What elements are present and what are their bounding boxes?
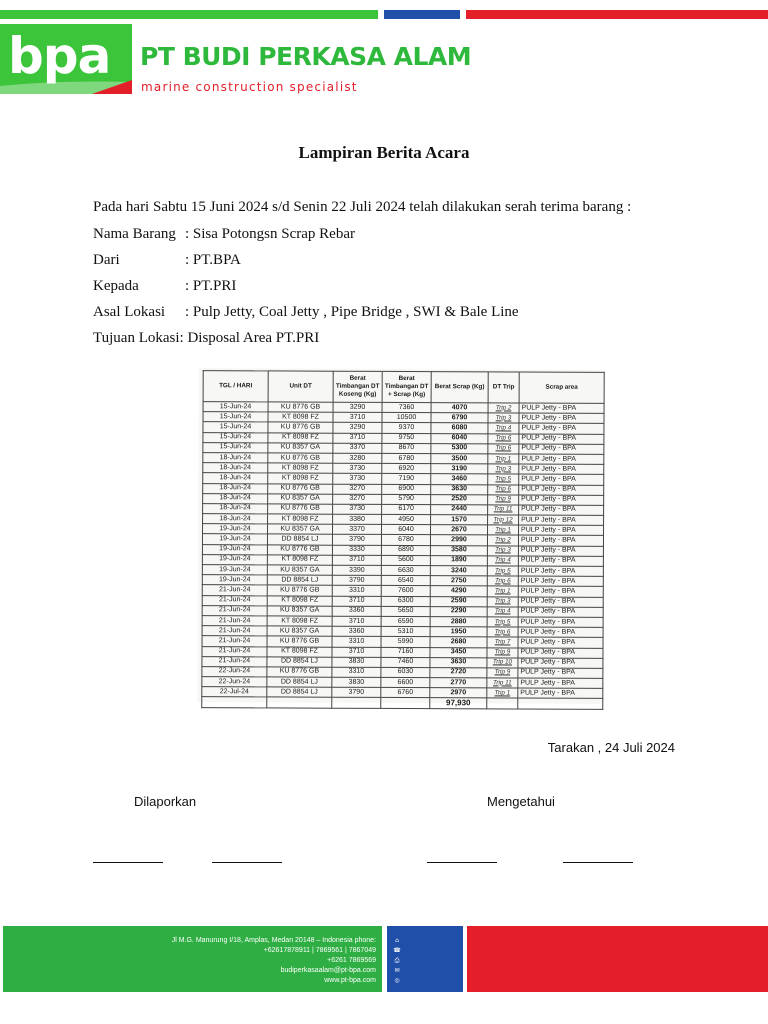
row-loaded-weight: 7190: [382, 474, 431, 484]
row-unit: DD 8854 LJ: [267, 687, 332, 697]
logo-swoosh-icon: [0, 80, 132, 94]
row-scrap-area: PULP Jetty - BPA: [518, 658, 603, 669]
row-date: 18-Jun-24: [203, 453, 268, 463]
row-trip: Trip 6: [488, 444, 519, 454]
row-scrap-area: PULP Jetty - BPA: [519, 444, 604, 455]
company-name: PT BUDI PERKASA ALAM: [140, 42, 472, 71]
row-trip: Trip 11: [487, 678, 518, 688]
home-icon: ⌂: [395, 937, 399, 944]
reported-label: Dilaporkan: [134, 794, 197, 809]
row-empty-weight: 3380: [333, 514, 382, 524]
row-empty-weight: 3370: [333, 443, 382, 453]
row-scrap-area: PULP Jetty - BPA: [518, 535, 603, 546]
row-date: 21-Jun-24: [202, 605, 267, 615]
row-scrap-weight: 6040: [431, 433, 488, 443]
company-tagline: marine construction specialist: [141, 80, 358, 94]
row-empty-weight: 3790: [332, 575, 381, 585]
row-date: 21-Jun-24: [202, 595, 267, 605]
row-empty-weight: 3310: [332, 637, 381, 647]
header-bar-blue: [384, 10, 460, 19]
row-trip: Trip 2: [488, 403, 519, 413]
row-date: 21-Jun-24: [202, 626, 267, 636]
row-empty-weight: 3830: [332, 657, 381, 667]
row-scrap-area: PULP Jetty - BPA: [518, 637, 603, 648]
row-loaded-weight: 6300: [381, 596, 430, 606]
field-dari: [93, 252, 241, 269]
row-scrap-weight: 2720: [430, 668, 487, 678]
field-nama-barang: [93, 226, 355, 243]
row-unit: KT 8098 FZ: [267, 616, 332, 626]
row-empty-weight: 3730: [333, 504, 382, 514]
row-loaded-weight: 6630: [381, 565, 430, 575]
row-empty-weight: 3790: [332, 687, 381, 697]
row-loaded-weight: 6600: [381, 677, 430, 687]
row-loaded-weight: 7160: [381, 647, 430, 657]
row-date: 15-Jun-24: [203, 442, 268, 452]
row-scrap-weight: 3190: [431, 464, 488, 474]
row-unit: KU 8776 GB: [267, 585, 332, 595]
row-trip: Trip 1: [488, 454, 519, 464]
row-scrap-weight: 3580: [430, 545, 487, 555]
table-body: [202, 402, 604, 709]
row-trip: Trip 1: [487, 688, 518, 698]
row-unit: KT 8098 FZ: [268, 432, 333, 442]
row-empty-weight: 3710: [332, 596, 381, 606]
footer-fax: +6261 7869569: [327, 957, 376, 964]
row-empty-weight: 3330: [332, 545, 381, 555]
row-date: 18-Jun-24: [203, 473, 268, 483]
row-date: 21-Jun-24: [202, 616, 267, 626]
total-scrap-weight: 97,930: [430, 698, 487, 708]
row-date: 19-Jun-24: [202, 575, 267, 585]
row-empty-weight: 3710: [332, 647, 381, 657]
row-scrap-weight: 3450: [430, 647, 487, 657]
row-scrap-area: PULP Jetty - BPA: [518, 607, 603, 618]
row-scrap-weight: 3500: [431, 454, 488, 464]
row-date: 22-Jun-24: [202, 677, 267, 687]
row-empty-weight: 3830: [332, 677, 381, 687]
row-loaded-weight: 4950: [382, 514, 431, 524]
row-scrap-weight: 2990: [430, 535, 487, 545]
row-loaded-weight: 6590: [381, 616, 430, 626]
field-value: : PT.PRI: [185, 278, 237, 294]
row-loaded-weight: 10500: [382, 413, 431, 423]
row-empty-weight: 3390: [332, 565, 381, 575]
row-date: 21-Jun-24: [202, 636, 267, 646]
row-trip: Trip 3: [488, 464, 519, 474]
row-scrap-weight: 6790: [431, 413, 488, 423]
field-label: Kepada: [93, 278, 139, 294]
row-trip: Trip 3: [488, 413, 519, 423]
row-loaded-weight: 5310: [381, 627, 430, 637]
row-scrap-weight: 5300: [431, 443, 488, 453]
row-loaded-weight: 6920: [382, 464, 431, 474]
row-trip: Trip 5: [487, 617, 518, 627]
footer-contact-text: [172, 936, 376, 986]
empty-cell: [487, 698, 518, 708]
row-unit: KU 8776 GB: [268, 453, 333, 463]
row-scrap-area: PULP Jetty - BPA: [519, 495, 604, 506]
row-loaded-weight: 5650: [381, 606, 430, 616]
row-scrap-area: PULP Jetty - BPA: [519, 515, 604, 526]
row-scrap-weight: 2970: [430, 688, 487, 698]
row-loaded-weight: 7360: [382, 402, 431, 412]
row-trip: Trip 4: [487, 607, 518, 617]
logo-text: bpa: [8, 27, 111, 85]
row-date: 18-Jun-24: [203, 504, 268, 514]
field-label: Asal Lokasi: [93, 304, 166, 320]
row-unit: DD 8854 LJ: [267, 534, 332, 544]
row-scrap-area: PULP Jetty - BPA: [518, 617, 603, 628]
empty-cell: [267, 697, 332, 707]
row-trip: Trip 3: [487, 596, 518, 606]
row-scrap-area: PULP Jetty - BPA: [519, 413, 604, 424]
row-scrap-weight: 1570: [431, 515, 488, 525]
footer-phones: +62617878911 | 7869561 | 7867049: [263, 947, 376, 954]
row-date: 19-Jun-24: [202, 554, 267, 564]
header-bar-green: [0, 10, 378, 19]
row-scrap-area: PULP Jetty - BPA: [518, 546, 603, 557]
row-scrap-area: PULP Jetty - BPA: [518, 566, 603, 577]
row-unit: KT 8098 FZ: [267, 595, 332, 605]
row-trip: Trip 5: [487, 566, 518, 576]
row-date: 19-Jun-24: [202, 565, 267, 575]
row-date: 18-Jun-24: [203, 463, 268, 473]
footer-website: www.pt-bpa.com: [324, 977, 376, 984]
globe-icon: ◎: [394, 977, 400, 984]
column-header: Berat Timbangan DT + Scrap (Kg): [382, 371, 431, 402]
row-scrap-area: PULP Jetty - BPA: [518, 597, 603, 608]
row-scrap-weight: 2670: [431, 525, 488, 535]
row-scrap-area: PULP Jetty - BPA: [518, 556, 603, 567]
empty-cell: [202, 697, 267, 707]
row-empty-weight: 3360: [332, 626, 381, 636]
row-loaded-weight: 9750: [382, 433, 431, 443]
row-trip: Trip 6: [487, 576, 518, 586]
row-loaded-weight: 5600: [381, 555, 430, 565]
row-unit: KU 8357 GA: [268, 494, 333, 504]
row-date: 22-Jul-24: [202, 687, 267, 697]
scanned-table-image: [197, 368, 604, 708]
row-scrap-area: PULP Jetty - BPA: [519, 505, 604, 516]
row-empty-weight: 3310: [332, 667, 381, 677]
row-date: 19-Jun-24: [202, 534, 267, 544]
row-trip: Trip 7: [487, 637, 518, 647]
row-loaded-weight: 6890: [381, 545, 430, 555]
row-unit: KU 8357 GA: [267, 565, 332, 575]
row-unit: KU 8357 GA: [267, 606, 332, 616]
intro-text: Pada hari Sabtu 15 Juni 2024 s/d Senin 22 Juli 2024 telah dilakukan serah terima barang :: [93, 199, 632, 215]
row-date: 15-Jun-24: [203, 412, 268, 422]
row-trip: Trip 11: [488, 505, 519, 515]
row-trip: Trip 6: [488, 484, 519, 494]
row-scrap-area: PULP Jetty - BPA: [518, 648, 603, 659]
row-scrap-area: PULP Jetty - BPA: [519, 485, 604, 496]
row-loaded-weight: 8670: [382, 443, 431, 453]
row-scrap-weight: 2680: [430, 637, 487, 647]
row-scrap-weight: 3630: [431, 484, 488, 494]
row-trip: Trip 5: [488, 474, 519, 484]
table-header-row: [203, 371, 604, 404]
row-empty-weight: 3790: [332, 535, 381, 545]
row-unit: DD 8854 LJ: [267, 575, 332, 585]
row-unit: DD 8854 LJ: [267, 657, 332, 667]
row-trip: Trip 9: [488, 495, 519, 505]
row-date: 15-Jun-24: [203, 402, 268, 412]
row-empty-weight: 3290: [333, 423, 382, 433]
row-loaded-weight: 6900: [382, 484, 431, 494]
row-empty-weight: 3710: [333, 433, 382, 443]
column-header: Unit DT: [268, 371, 333, 402]
row-scrap-area: PULP Jetty - BPA: [519, 474, 604, 485]
row-scrap-weight: 3460: [431, 474, 488, 484]
row-scrap-area: PULP Jetty - BPA: [518, 678, 603, 689]
row-date: 21-Jun-24: [202, 585, 267, 595]
row-trip: Trip 1: [487, 586, 518, 596]
field-value: : Pulp Jetty, Coal Jetty , Pipe Bridge , SWI & Bale Line: [185, 304, 519, 320]
row-date: 19-Jun-24: [202, 544, 267, 554]
row-scrap-area: PULP Jetty - BPA: [518, 668, 603, 679]
row-empty-weight: 3270: [333, 484, 382, 494]
column-header: Berat Timbangan DT Koseng (Kg): [333, 371, 382, 402]
row-empty-weight: 3710: [332, 555, 381, 565]
column-header: Scrap area: [519, 372, 604, 403]
row-date: 21-Jun-24: [202, 656, 267, 666]
row-unit: KU 8776 GB: [268, 402, 333, 412]
row-empty-weight: 3310: [332, 586, 381, 596]
row-loaded-weight: 6030: [381, 667, 430, 677]
empty-cell: [381, 698, 430, 708]
header-bar-red: [466, 10, 768, 19]
row-loaded-weight: 6170: [382, 504, 431, 514]
field-tujuan-lokasi: [93, 330, 319, 347]
row-date: 18-Jun-24: [203, 514, 268, 524]
row-unit: KU 8776 GB: [268, 422, 333, 432]
row-scrap-area: PULP Jetty - BPA: [519, 423, 604, 434]
footer-address: Jl M.G. Manurung I/18, Amplas, Medan 20148 – Indonesia phone:: [171, 937, 376, 944]
row-unit: KT 8098 FZ: [267, 646, 332, 656]
row-unit: KU 8776 GB: [267, 545, 332, 555]
row-loaded-weight: 7460: [381, 657, 430, 667]
row-scrap-weight: 2590: [430, 596, 487, 606]
row-scrap-area: PULP Jetty - BPA: [519, 454, 604, 465]
row-empty-weight: 3290: [333, 402, 382, 412]
row-trip: Trip 2: [487, 535, 518, 545]
place-date: Tarakan , 24 Juli 2024: [547, 740, 675, 755]
company-logo: [0, 24, 132, 94]
row-unit: KT 8098 FZ: [268, 473, 333, 483]
row-scrap-weight: 3630: [430, 657, 487, 667]
row-unit: KU 8357 GA: [268, 524, 333, 534]
scrap-table: [201, 370, 604, 709]
row-date: 18-Jun-24: [203, 483, 268, 493]
row-loaded-weight: 9370: [382, 423, 431, 433]
empty-cell: [332, 698, 381, 708]
field-label: Dari: [93, 252, 120, 268]
field-label: Tujuan Lokasi: [93, 330, 180, 346]
signature-line: [563, 862, 633, 863]
row-scrap-weight: 4290: [430, 586, 487, 596]
row-trip: Trip 10: [487, 658, 518, 668]
row-date: 18-Jun-24: [203, 493, 268, 503]
signature-line: [427, 862, 497, 863]
field-value: : Disposal Area PT.PRI: [179, 330, 320, 346]
row-scrap-area: PULP Jetty - BPA: [518, 576, 603, 587]
row-unit: KU 8776 GB: [268, 483, 333, 493]
field-value: : Sisa Potongsn Scrap Rebar: [185, 226, 355, 242]
field-asal-lokasi: [93, 304, 519, 321]
row-empty-weight: 3710: [333, 412, 382, 422]
row-loaded-weight: 5990: [381, 637, 430, 647]
empty-cell: [518, 698, 603, 709]
row-date: 15-Jun-24: [203, 422, 268, 432]
row-unit: KT 8098 FZ: [268, 463, 333, 473]
row-trip: Trip 4: [488, 423, 519, 433]
row-scrap-weight: 1890: [430, 555, 487, 565]
row-date: 21-Jun-24: [202, 646, 267, 656]
column-header: DT Trip: [488, 372, 519, 403]
row-date: 19-Jun-24: [203, 524, 268, 534]
row-scrap-weight: 1950: [430, 627, 487, 637]
row-trip: Trip 9: [487, 668, 518, 678]
acknowledged-label: Mengetahui: [487, 794, 555, 809]
row-empty-weight: 3280: [333, 453, 382, 463]
row-trip: Trip 1: [488, 525, 519, 535]
row-trip: Trip 3: [487, 546, 518, 556]
row-loaded-weight: 7600: [381, 586, 430, 596]
document-title: Lampiran Berita Acara: [298, 143, 470, 162]
row-scrap-area: PULP Jetty - BPA: [519, 525, 604, 536]
footer-icon-panel: [387, 926, 463, 992]
row-date: 15-Jun-24: [203, 432, 268, 442]
row-scrap-weight: 2750: [430, 576, 487, 586]
row-loaded-weight: 5790: [382, 494, 431, 504]
row-loaded-weight: 6760: [381, 688, 430, 698]
row-loaded-weight: 6040: [382, 525, 431, 535]
row-unit: KT 8098 FZ: [267, 555, 332, 565]
row-scrap-area: PULP Jetty - BPA: [518, 688, 603, 699]
row-unit: KU 8357 GA: [268, 443, 333, 453]
row-empty-weight: 3710: [332, 616, 381, 626]
row-scrap-area: PULP Jetty - BPA: [519, 434, 604, 445]
field-label: Nama Barang: [93, 226, 176, 242]
row-scrap-weight: 3240: [430, 566, 487, 576]
row-unit: KU 8357 GA: [267, 626, 332, 636]
row-scrap-weight: 4070: [431, 403, 488, 413]
signature-line: [93, 862, 163, 863]
row-scrap-area: PULP Jetty - BPA: [518, 586, 603, 597]
mail-icon: ✉: [394, 967, 400, 974]
row-empty-weight: 3730: [333, 474, 382, 484]
row-trip: Trip 12: [488, 515, 519, 525]
row-scrap-weight: 2880: [430, 617, 487, 627]
row-unit: KU 8776 GB: [267, 636, 332, 646]
row-date: 22-Jun-24: [202, 667, 267, 677]
row-empty-weight: 3270: [333, 494, 382, 504]
row-scrap-area: PULP Jetty - BPA: [518, 627, 603, 638]
fax-icon: ⎙: [394, 957, 400, 964]
footer-contact-panel: [3, 926, 382, 992]
field-value: : PT.BPA: [185, 252, 241, 268]
row-trip: Trip 6: [488, 433, 519, 443]
footer-bar-red: [467, 926, 768, 992]
row-loaded-weight: 6780: [381, 535, 430, 545]
row-trip: Trip 4: [487, 556, 518, 566]
row-scrap-weight: 6080: [431, 423, 488, 433]
column-header: TGL / HARI: [203, 371, 268, 402]
signature-line: [212, 862, 282, 863]
row-scrap-area: PULP Jetty - BPA: [519, 464, 604, 475]
column-header: Berat Scrap (Kg): [431, 372, 488, 403]
row-empty-weight: 3370: [333, 524, 382, 534]
row-trip: Trip 6: [487, 627, 518, 637]
phone-icon: ☎: [393, 947, 401, 954]
field-kepada: [93, 278, 236, 295]
table-total-row: [202, 697, 603, 709]
row-scrap-weight: 2290: [430, 606, 487, 616]
row-empty-weight: 3360: [332, 606, 381, 616]
row-unit: KT 8098 FZ: [268, 514, 333, 524]
row-loaded-weight: 6780: [382, 453, 431, 463]
row-unit: KU 8776 GB: [268, 504, 333, 514]
row-unit: KT 8098 FZ: [268, 412, 333, 422]
row-unit: DD 8854 LJ: [267, 677, 332, 687]
row-unit: KU 8776 GB: [267, 667, 332, 677]
footer-email: budiperkasaalam@pt-bpa.com: [280, 967, 376, 974]
row-scrap-area: PULP Jetty - BPA: [519, 403, 604, 414]
row-loaded-weight: 6540: [381, 576, 430, 586]
row-trip: Trip 9: [487, 647, 518, 657]
row-scrap-weight: 2520: [431, 494, 488, 504]
row-empty-weight: 3730: [333, 463, 382, 473]
row-scrap-weight: 2770: [430, 678, 487, 688]
row-scrap-weight: 2440: [431, 505, 488, 515]
